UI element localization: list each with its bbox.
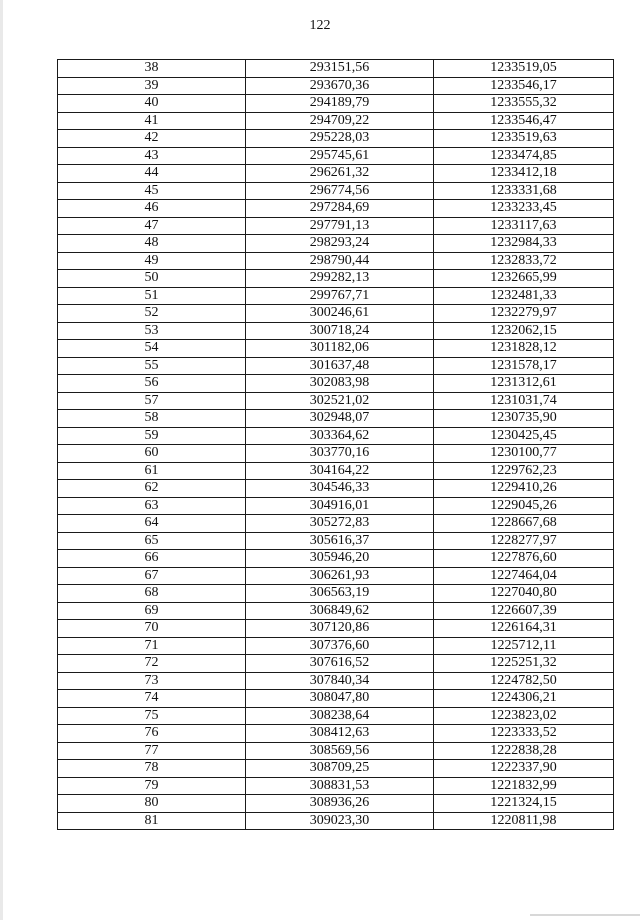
table-row [58,777,614,795]
x-coordinate-cell: 305616,37 [246,532,434,550]
y-coordinate-cell: 1227876,60 [434,550,614,568]
point-number-cell: 62 [58,480,246,498]
x-coordinate-cell: 298790,44 [246,252,434,270]
y-coordinate-cell: 1229045,26 [434,497,614,515]
y-coordinate-cell: 1227040,80 [434,585,614,603]
page-number: 122 [309,18,331,33]
y-coordinate-cell: 1222337,90 [434,760,614,778]
table-row [58,287,614,305]
point-number-cell: 75 [58,707,246,725]
y-coordinate-cell: 1231578,17 [434,357,614,375]
table-row [58,410,614,428]
y-coordinate-cell: 1230735,90 [434,410,614,428]
point-number-cell: 63 [58,497,246,515]
table-row [58,742,614,760]
point-number-cell: 53 [58,322,246,340]
x-coordinate-cell: 299282,13 [246,270,434,288]
y-coordinate-cell: 1232481,33 [434,287,614,305]
x-coordinate-cell: 308047,80 [246,690,434,708]
y-coordinate-cell: 1221832,99 [434,777,614,795]
x-coordinate-cell: 301182,06 [246,340,434,358]
x-coordinate-cell: 302083,98 [246,375,434,393]
y-coordinate-cell: 1222838,28 [434,742,614,760]
point-number-cell: 77 [58,742,246,760]
x-coordinate-cell: 304916,01 [246,497,434,515]
point-number-cell: 68 [58,585,246,603]
point-number-cell: 61 [58,462,246,480]
point-number-cell: 71 [58,637,246,655]
table-row [58,357,614,375]
x-coordinate-cell: 306261,93 [246,567,434,585]
y-coordinate-cell: 1233117,63 [434,217,614,235]
y-coordinate-cell: 1228277,97 [434,532,614,550]
x-coordinate-cell: 308831,53 [246,777,434,795]
y-coordinate-cell: 1233519,05 [434,60,614,78]
point-number-cell: 59 [58,427,246,445]
x-coordinate-cell: 306849,62 [246,602,434,620]
y-coordinate-cell: 1226164,31 [434,620,614,638]
table-row [58,672,614,690]
y-coordinate-cell: 1223823,02 [434,707,614,725]
table-row [58,252,614,270]
point-number-cell: 64 [58,515,246,533]
table-row [58,497,614,515]
x-coordinate-cell: 302521,02 [246,392,434,410]
table-row [58,462,614,480]
coordinates-table-container [57,59,613,830]
x-coordinate-cell: 301637,48 [246,357,434,375]
y-coordinate-cell: 1224782,50 [434,672,614,690]
point-number-cell: 52 [58,305,246,323]
table-row [58,270,614,288]
x-coordinate-cell: 303770,16 [246,445,434,463]
table-row [58,217,614,235]
point-number-cell: 39 [58,77,246,95]
y-coordinate-cell: 1230100,77 [434,445,614,463]
table-row [58,637,614,655]
point-number-cell: 81 [58,812,246,830]
x-coordinate-cell: 294189,79 [246,95,434,113]
point-number-cell: 45 [58,182,246,200]
x-coordinate-cell: 308238,64 [246,707,434,725]
x-coordinate-cell: 300246,61 [246,305,434,323]
point-number-cell: 76 [58,725,246,743]
y-coordinate-cell: 1226607,39 [434,602,614,620]
point-number-cell: 80 [58,795,246,813]
table-body [58,60,614,830]
table-row [58,340,614,358]
point-number-cell: 58 [58,410,246,428]
table-row [58,795,614,813]
x-coordinate-cell: 307840,34 [246,672,434,690]
y-coordinate-cell: 1233546,47 [434,112,614,130]
x-coordinate-cell: 307616,52 [246,655,434,673]
point-number-cell: 43 [58,147,246,165]
point-number-cell: 65 [58,532,246,550]
point-number-cell: 48 [58,235,246,253]
table-row [58,707,614,725]
x-coordinate-cell: 296774,56 [246,182,434,200]
table-row [58,200,614,218]
table-row [58,322,614,340]
x-coordinate-cell: 306563,19 [246,585,434,603]
y-coordinate-cell: 1233412,18 [434,165,614,183]
x-coordinate-cell: 297284,69 [246,200,434,218]
x-coordinate-cell: 308709,25 [246,760,434,778]
table-row [58,480,614,498]
point-number-cell: 66 [58,550,246,568]
x-coordinate-cell: 303364,62 [246,427,434,445]
y-coordinate-cell: 1231312,61 [434,375,614,393]
y-coordinate-cell: 1233474,85 [434,147,614,165]
point-number-cell: 46 [58,200,246,218]
point-number-cell: 70 [58,620,246,638]
table-row [58,427,614,445]
x-coordinate-cell: 295745,61 [246,147,434,165]
x-coordinate-cell: 298293,24 [246,235,434,253]
point-number-cell: 73 [58,672,246,690]
y-coordinate-cell: 1231031,74 [434,392,614,410]
point-number-cell: 54 [58,340,246,358]
y-coordinate-cell: 1220811,98 [434,812,614,830]
x-coordinate-cell: 293670,36 [246,77,434,95]
table-row [58,760,614,778]
table-row [58,375,614,393]
y-coordinate-cell: 1229762,23 [434,462,614,480]
x-coordinate-cell: 304164,22 [246,462,434,480]
x-coordinate-cell: 308412,63 [246,725,434,743]
y-coordinate-cell: 1233546,17 [434,77,614,95]
table-row [58,550,614,568]
x-coordinate-cell: 300718,24 [246,322,434,340]
x-coordinate-cell: 297791,13 [246,217,434,235]
x-coordinate-cell: 293151,56 [246,60,434,78]
y-coordinate-cell: 1223333,52 [434,725,614,743]
x-coordinate-cell: 299767,71 [246,287,434,305]
x-coordinate-cell: 307120,86 [246,620,434,638]
x-coordinate-cell: 302948,07 [246,410,434,428]
table-row [58,112,614,130]
y-coordinate-cell: 1233331,68 [434,182,614,200]
point-number-cell: 72 [58,655,246,673]
point-number-cell: 47 [58,217,246,235]
point-number-cell: 50 [58,270,246,288]
table-row [58,95,614,113]
point-number-cell: 44 [58,165,246,183]
table-row [58,567,614,585]
y-coordinate-cell: 1232062,15 [434,322,614,340]
table-row [58,147,614,165]
y-coordinate-cell: 1229410,26 [434,480,614,498]
point-number-cell: 56 [58,375,246,393]
y-coordinate-cell: 1232279,97 [434,305,614,323]
y-coordinate-cell: 1231828,12 [434,340,614,358]
x-coordinate-cell: 294709,22 [246,112,434,130]
x-coordinate-cell: 308936,26 [246,795,434,813]
point-number-cell: 74 [58,690,246,708]
point-number-cell: 78 [58,760,246,778]
y-coordinate-cell: 1233519,63 [434,130,614,148]
table-row [58,585,614,603]
point-number-cell: 69 [58,602,246,620]
point-number-cell: 49 [58,252,246,270]
table-row [58,725,614,743]
x-coordinate-cell: 304546,33 [246,480,434,498]
table-row [58,515,614,533]
point-number-cell: 51 [58,287,246,305]
x-coordinate-cell: 305946,20 [246,550,434,568]
y-coordinate-cell: 1221324,15 [434,795,614,813]
table-row [58,77,614,95]
point-number-cell: 38 [58,60,246,78]
x-coordinate-cell: 307376,60 [246,637,434,655]
y-coordinate-cell: 1227464,04 [434,567,614,585]
table-row [58,130,614,148]
point-number-cell: 57 [58,392,246,410]
x-coordinate-cell: 305272,83 [246,515,434,533]
table-row [58,532,614,550]
table-row [58,392,614,410]
y-coordinate-cell: 1228667,68 [434,515,614,533]
table-row [58,655,614,673]
x-coordinate-cell: 296261,32 [246,165,434,183]
point-number-cell: 42 [58,130,246,148]
table-row [58,690,614,708]
table-row [58,445,614,463]
table-row [58,235,614,253]
y-coordinate-cell: 1232833,72 [434,252,614,270]
scan-edge [0,0,3,920]
y-coordinate-cell: 1224306,21 [434,690,614,708]
y-coordinate-cell: 1233555,32 [434,95,614,113]
point-number-cell: 55 [58,357,246,375]
table-row [58,182,614,200]
x-coordinate-cell: 308569,56 [246,742,434,760]
point-number-cell: 60 [58,445,246,463]
table-row [58,165,614,183]
table-row [58,620,614,638]
y-coordinate-cell: 1225712,11 [434,637,614,655]
x-coordinate-cell: 295228,03 [246,130,434,148]
point-number-cell: 67 [58,567,246,585]
table-row [58,305,614,323]
table-row [58,60,614,78]
point-number-cell: 79 [58,777,246,795]
y-coordinate-cell: 1225251,32 [434,655,614,673]
scan-mark [530,914,640,916]
y-coordinate-cell: 1230425,45 [434,427,614,445]
point-number-cell: 41 [58,112,246,130]
y-coordinate-cell: 1232984,33 [434,235,614,253]
coordinates-table [57,59,614,830]
x-coordinate-cell: 309023,30 [246,812,434,830]
y-coordinate-cell: 1233233,45 [434,200,614,218]
y-coordinate-cell: 1232665,99 [434,270,614,288]
point-number-cell: 40 [58,95,246,113]
table-row [58,812,614,830]
table-row [58,602,614,620]
